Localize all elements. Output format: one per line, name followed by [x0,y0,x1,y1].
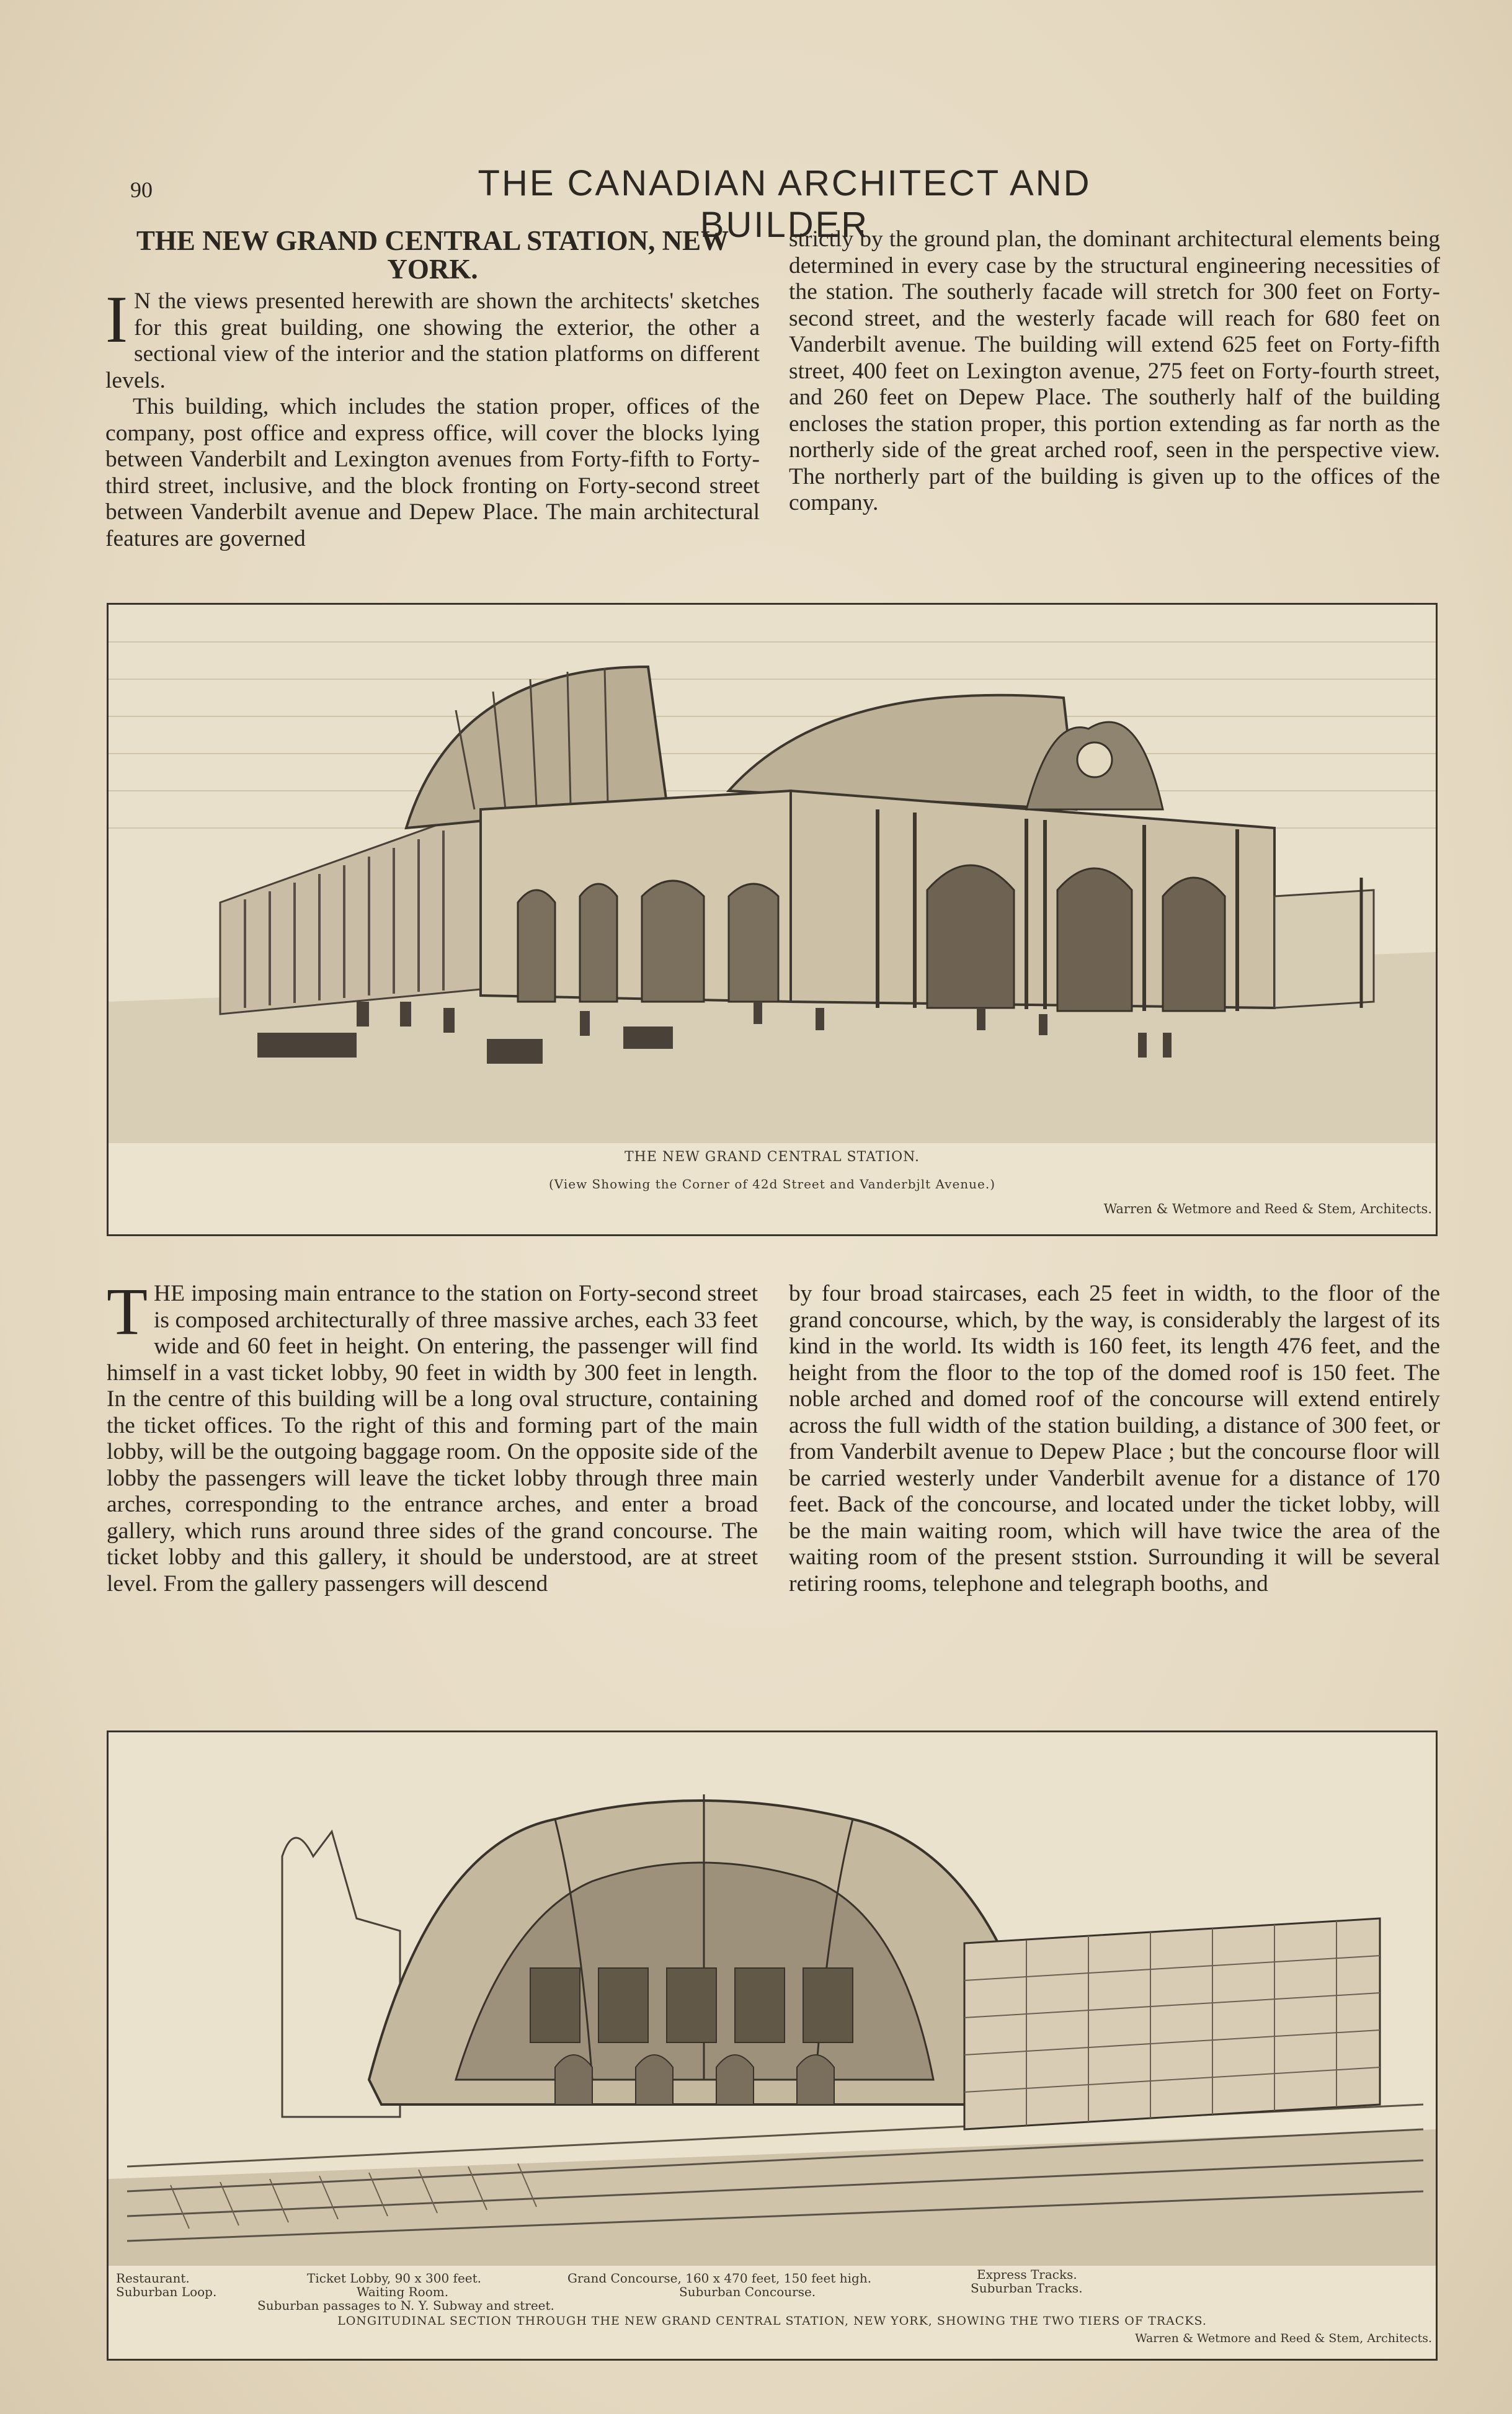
legend-waiting-room: Waiting Room. [357,2284,449,2299]
paragraph-4 [107,1275,758,1597]
article-title: THE NEW GRAND CENTRAL STATION, NEW YORK. [136,225,729,285]
legend-suburban-tracks: Suburban Tracks. [971,2281,1083,2296]
journal-title: THE CANADIAN ARCHITECT AND BUILDER [478,163,1092,245]
figure-2-caption: LONGITUDINAL SECTION THROUGH THE NEW GRAND CENTRAL STATION, NEW YORK, SHOWING THE TWO TIERS OF TRACKS. [337,2314,1207,2328]
figure-1-caption: THE NEW GRAND CENTRAL STATION. [624,1149,920,1165]
legend-suburban-concourse: Suburban Concourse. [679,2284,816,2299]
legend-express-tracks: Express Tracks. [977,2267,1077,2282]
station-section-illustration [109,1732,1436,2266]
legend-ticket-lobby: Ticket Lobby, 90 x 300 feet. [307,2271,482,2286]
paragraph-3: strictly by the ground plan, the dominant architectural elements being determined in every case by the structural engineering necessities of the station. The southerly facade will stretch for 300 feet on Forty-second street, and the westerly facade will reach for 680 feet on Vanderbilt avenue. The building will extend 625 feet on Forty-fifth street, 400 feet on Lexington avenue, 275 feet on Forty-fourth street, and 260 feet on Depew Place. The southerly half of the building encloses the station proper, this portion extending as far north as the northerly side of the great arched roof, seen in the perspective view. The northerly part of the building is given up to the offices of the company. [789,226,1440,515]
longitudinal-section-figure [107,1730,1438,2361]
legend-suburban-loop: Suburban Loop. [116,2284,217,2299]
legend-grand-concourse: Grand Concourse, 160 x 470 feet, 150 feet high. [567,2271,872,2286]
station-exterior-illustration [109,605,1436,1143]
page-number: 90 [130,177,153,202]
article-left-column-top [105,226,760,552]
legend-suburban-passages: Suburban passages to N. Y. Subway and street. [257,2298,554,2313]
paragraph-1 [105,283,760,394]
legend-restaurant: Restaurant. [116,2271,190,2286]
article-right-column-bottom [789,1281,1440,1597]
figure-1-credit: Warren & Wetmore and Reed & Stem, Architects. [1103,1201,1432,1216]
paragraph-4-text: HE imposing main entrance to the station on Forty-second street is composed architecturally of three massive arches, each 33 feet wide and 60 feet in height. On entering, the passenger will find himself in a vast ticket lobby, 90 feet in width by 300 feet in length. In the centre of this building will be a long oval structure, containing the ticket offices. To the right of this and forming part of the main lobby, will be the outgoing baggage room. On the opposite side of the lobby the passengers will leave the ticket lobby through three main arches, corresponding to the entrance arches, and enter a broad gallery, which runs around three sides of the grand concourse. The ticket lobby and this gallery, it should be understood, are at street level. From the gallery passengers will descend [107,1281,758,1597]
exterior-perspective-figure [107,603,1438,1236]
article-right-column-top [789,226,1440,517]
figure-1-subcaption: (View Showing the Corner of 42d Street and Vanderbjlt Avenue.) [548,1177,996,1191]
paragraph-5: by four broad staircases, each 25 feet in width, to the floor of the grand concourse, which, by the way, is considerably the largest of its kind in the world. Its width is 160 feet, its length 476 feet, and the height from the floor to the top of the domed roof is 150 feet. The noble arched and domed roof of the concourse will extend entirely across the full width of the station building, a distance of 300 feet, or from Vanderbilt avenue to Depew Place ; but the concourse floor will be carried westerly under Vanderbilt avenue for a distance of 170 feet. Back of the concourse, and located under the ticket lobby, will be the main waiting room, which will have twice the area of the waiting room of the present ststion. Surrounding it will be several retiring rooms, telephone and telegraph booths, and [789,1281,1440,1597]
paragraph-1-text: N the views presented herewith are shown the architects' sketches for this great building, one showing the exterior, the other a sectional view of the interior and the station platforms on different levels. [105,288,760,393]
paragraph-2: This building, which includes the station proper, offices of the company, post office and express office, will cover the blocks lying between Vanderbilt and Lexington avenues from Forty-fifth to Forty-third street, inclusive, and the block fronting on Forty-second street between Vanderbilt avenue and Depew Place. The main architectural features are governed [105,394,760,551]
drop-cap-2: T [107,1275,148,1349]
article-left-column-bottom [107,1275,758,1597]
drop-cap: I [105,283,128,357]
figure-2-credit: Warren & Wetmore and Reed & Stem, Architects. [1135,2332,1432,2345]
